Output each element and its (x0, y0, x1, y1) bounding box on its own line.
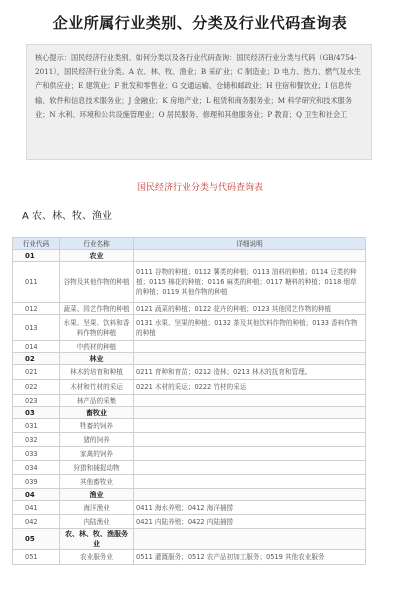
industry-code-cell: 05 (13, 529, 60, 550)
industry-code-cell: 03 (13, 407, 60, 419)
header-name: 行业名称 (60, 238, 134, 250)
description-cell (134, 250, 366, 262)
description-cell: 0211 育种和育苗；0212 造林；0213 林木的抚育和管理。 (134, 365, 366, 380)
table-header-row (13, 238, 366, 250)
industry-code-cell: 01 (13, 250, 60, 262)
industry-name-cell: 内陆渔业 (60, 515, 134, 529)
description-cell (134, 395, 366, 407)
industry-code-table (12, 237, 365, 565)
industry-name-cell: 狩猎和捕捉动物 (60, 461, 134, 475)
description-cell: 0221 木材的采运；0222 竹材的采运 (134, 380, 366, 395)
industry-name-cell: 猪的饲养 (60, 433, 134, 447)
industry-name-cell: 中药材的种植 (60, 341, 134, 353)
table-row (13, 395, 366, 407)
industry-name-cell: 林木的培育和种植 (60, 365, 134, 380)
industry-code-cell: 032 (13, 433, 60, 447)
description-cell: 0411 海水养殖；0412 海洋捕捞 (134, 501, 366, 515)
description-cell: 0421 内陆养殖；0422 内陆捕捞 (134, 515, 366, 529)
core-notice-box: 核心提示：国民经济行业类别、如何分类以及各行业代码查询：国民经济行业分类与代码（GB/4754-2011），国民经济行业分类。A 农、林、牧、渔业；B 采矿业；C 制造业；D 电力、热力、燃气及水生产和供应业；E 建筑业；F 批发和零售业；G 交通运输、仓储和邮政业；H 住宿和餐饮业；I 信息传输、软件和信息技术服务业；J 金融业；K 房地产业；L 租赁和商务服务业；M 科学研究和技术服务业；N 水利、环境和公共设施管理业；O 居民服务、修理和其他服务业；P 教育；Q 卫生和社会工 (26, 44, 372, 160)
description-cell: 0121 蔬菜的种植；0122 花卉的种植；0123 其他园艺作物的种植 (134, 303, 366, 315)
description-cell (134, 341, 366, 353)
header-code: 行业代码 (13, 238, 60, 250)
industry-code-cell: 039 (13, 475, 60, 489)
industry-code-cell: 022 (13, 380, 60, 395)
industry-name-cell: 畜牧业 (60, 407, 134, 419)
industry-name-cell: 农业服务业 (60, 550, 134, 565)
industry-code-cell: 042 (13, 515, 60, 529)
table-row (13, 365, 366, 380)
industry-name-cell: 蔬菜、园艺作物的种植 (60, 303, 134, 315)
industry-name-cell: 牲畜的饲养 (60, 419, 134, 433)
category-row (13, 250, 366, 262)
industry-name-cell: 家禽的饲养 (60, 447, 134, 461)
category-row (13, 489, 366, 501)
industry-name-cell: 水果、坚果、饮料和香料作物的种植 (60, 315, 134, 341)
description-cell (134, 489, 366, 501)
industry-code-cell: 04 (13, 489, 60, 501)
table-row (13, 380, 366, 395)
table-row (13, 447, 366, 461)
table-row (13, 262, 366, 303)
industry-code-cell: 041 (13, 501, 60, 515)
category-row (13, 529, 366, 550)
table-row (13, 419, 366, 433)
industry-name-cell: 谷物及其他作物的种植 (60, 262, 134, 303)
industry-code-cell: 023 (13, 395, 60, 407)
table-row (13, 433, 366, 447)
industry-name-cell: 农、林、牧、渔服务业 (60, 529, 134, 550)
industry-name-cell: 海洋渔业 (60, 501, 134, 515)
industry-code-cell: 012 (13, 303, 60, 315)
header-description: 详细说明 (134, 238, 366, 250)
table-row (13, 461, 366, 475)
table-row (13, 315, 366, 341)
industry-code-cell: 034 (13, 461, 60, 475)
table-row (13, 515, 366, 529)
industry-code-cell: 021 (13, 365, 60, 380)
description-cell (134, 353, 366, 365)
description-cell (134, 461, 366, 475)
description-cell: 0511 灌溉服务；0512 农产品初加工服务；0519 其他农业服务 (134, 550, 366, 565)
industry-name-cell: 其他畜牧业 (60, 475, 134, 489)
category-row (13, 353, 366, 365)
description-cell: 0111 谷物的种植；0112 薯类的种植；0113 油料的种植；0114 豆类的种植；0115 棉花的种植；0116 麻类的种植；0117 糖料的种植；0118 烟草的种植；0119 其他作物的种植 (134, 262, 366, 303)
industry-code-cell: 033 (13, 447, 60, 461)
table-title: 国民经济行业分类与代码查询表 (136, 183, 263, 193)
section-heading: A 农、林、牧、渔业 (22, 211, 113, 222)
description-cell (134, 475, 366, 489)
table-row (13, 303, 366, 315)
industry-code-cell: 051 (13, 550, 60, 565)
description-cell (134, 419, 366, 433)
industry-name-cell: 渔业 (60, 489, 134, 501)
table-row (13, 501, 366, 515)
industry-name-cell: 木材和竹材的采运 (60, 380, 134, 395)
description-cell (134, 529, 366, 550)
description-cell (134, 407, 366, 419)
page-title: 企业所属行业类别、分类及行业代码查询表 (52, 14, 348, 32)
industry-code-cell: 013 (13, 315, 60, 341)
table-row (13, 475, 366, 489)
table-row (13, 341, 366, 353)
table-row (13, 550, 366, 565)
description-cell: 0131 水果、坚果的种植；0132 茶及其他饮料作物的种植；0133 香料作物的种植 (134, 315, 366, 341)
industry-code-cell: 014 (13, 341, 60, 353)
description-cell (134, 433, 366, 447)
industry-name-cell: 林产品的采集 (60, 395, 134, 407)
industry-code-cell: 011 (13, 262, 60, 303)
description-cell (134, 447, 366, 461)
industry-name-cell: 林业 (60, 353, 134, 365)
industry-code-cell: 031 (13, 419, 60, 433)
industry-code-cell: 02 (13, 353, 60, 365)
category-row (13, 407, 366, 419)
industry-name-cell: 农业 (60, 250, 134, 262)
